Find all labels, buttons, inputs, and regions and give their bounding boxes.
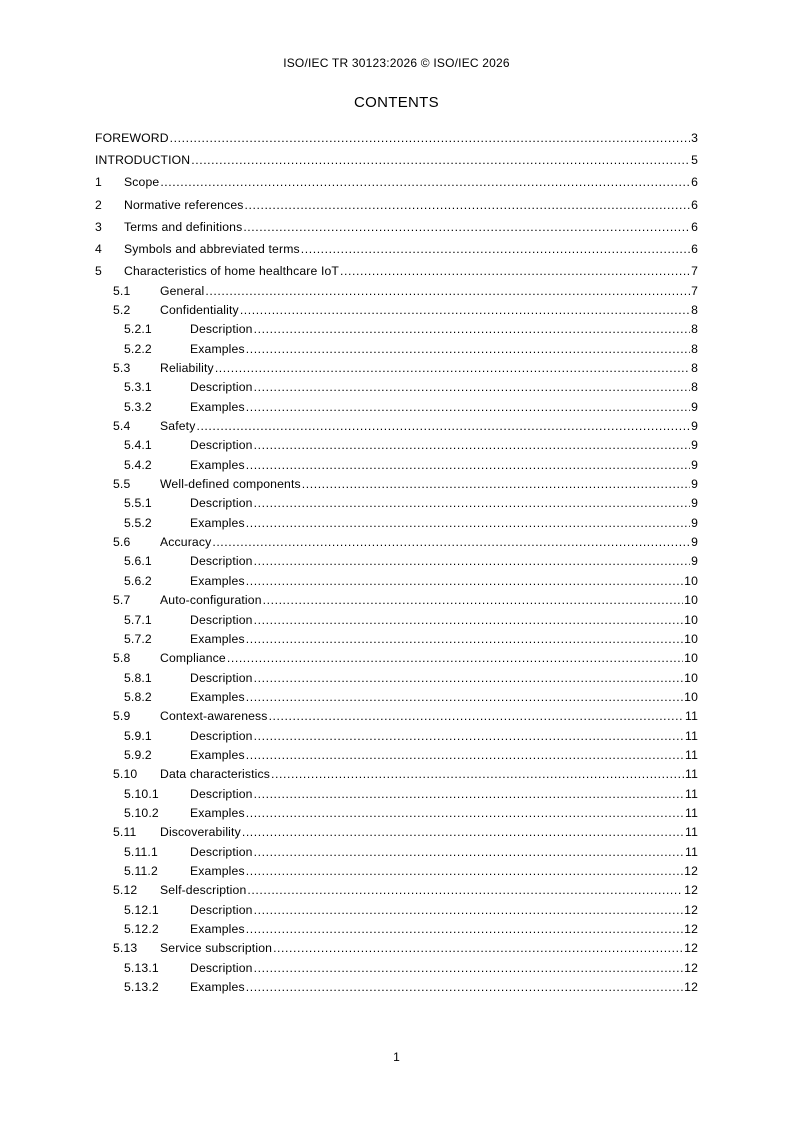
toc-entry-title: General	[160, 283, 205, 298]
toc-entry-title: Examples	[190, 864, 245, 879]
toc-entry-page: 5	[691, 153, 698, 168]
toc-entry[interactable]	[95, 298, 698, 317]
toc-dot-leader	[254, 554, 690, 568]
toc-entry-number: 5.10	[113, 767, 138, 782]
toc-entry-number: 1	[95, 175, 102, 190]
toc-entry-number: 4	[95, 242, 102, 256]
toc-entry[interactable]	[95, 237, 698, 256]
toc-dot-leader	[245, 198, 691, 212]
toc-entry-number: 5.8.1	[124, 670, 152, 685]
toc-entry[interactable]	[95, 148, 698, 167]
toc-dot-leader	[240, 303, 690, 317]
toc-entry-number: 5.4.1	[124, 438, 152, 453]
toc-entry[interactable]	[95, 762, 698, 781]
toc-entry-title: INTRODUCTION	[95, 153, 191, 168]
toc-dot-leader	[246, 806, 684, 820]
toc-entry-number: 5.7	[113, 593, 131, 608]
toc-dot-leader	[271, 767, 684, 781]
toc-entry-title: Description	[190, 844, 253, 859]
toc-entry-title: Description	[190, 554, 253, 569]
toc-dot-leader	[170, 131, 690, 145]
toc-entry-title: Description	[190, 322, 253, 337]
toc-entry[interactable]	[95, 627, 698, 646]
toc-entry-page: 10	[684, 631, 698, 646]
toc-entry[interactable]	[95, 126, 698, 145]
toc-dot-leader	[254, 729, 684, 743]
toc-dot-leader	[227, 651, 683, 665]
toc-dot-leader	[254, 961, 684, 975]
toc-entry-page: 11	[685, 767, 698, 782]
toc-entry-title: Compliance	[160, 651, 226, 666]
toc-entry-number: 5.13.1	[124, 960, 159, 975]
toc-entry[interactable]	[95, 724, 698, 743]
toc-entry-page: 9	[691, 477, 698, 492]
toc-entry[interactable]	[95, 414, 698, 433]
toc-entry-number: 5.8.2	[124, 689, 152, 704]
toc-entry[interactable]	[95, 878, 698, 897]
toc-entry-number: 5.6.2	[124, 573, 152, 588]
toc-entry-number: 5.11	[113, 825, 137, 840]
toc-dot-leader	[254, 438, 690, 452]
toc-entry-title: Auto-configuration	[160, 593, 262, 608]
toc-dot-leader	[160, 175, 690, 189]
toc-dot-leader	[246, 516, 690, 530]
toc-dot-leader	[254, 613, 684, 627]
toc-entry-title: Description	[190, 960, 253, 975]
toc-dot-leader	[254, 380, 690, 394]
toc-entry-title: Service subscription	[160, 941, 273, 956]
toc-entry[interactable]	[95, 569, 698, 588]
toc-dot-leader	[246, 864, 683, 878]
toc-entry[interactable]	[95, 646, 698, 665]
toc-dot-leader	[254, 322, 690, 336]
toc-entry-number: 5.7.1	[124, 612, 152, 627]
toc-entry-number: 5.2.2	[124, 341, 152, 356]
toc-entry-number: 5.10.2	[124, 806, 159, 820]
toc-entry-number: 5.9.1	[124, 728, 152, 743]
toc-entry[interactable]	[95, 356, 698, 375]
toc-entry[interactable]	[95, 588, 698, 607]
toc-entry-page: 10	[684, 593, 698, 608]
toc-entry-page: 11	[685, 709, 698, 724]
toc-dot-leader	[273, 941, 683, 955]
document-header: ISO/IEC TR 30123:2026 © ISO/IEC 2026	[283, 56, 510, 70]
toc-entry[interactable]	[95, 337, 698, 356]
toc-entry[interactable]	[95, 704, 698, 723]
toc-dot-leader	[246, 458, 690, 472]
toc-entry-page: 9	[691, 515, 698, 530]
toc-entry-title: Normative references	[124, 197, 244, 212]
toc-entry[interactable]	[95, 491, 698, 510]
toc-entry[interactable]	[95, 395, 698, 414]
toc-entry[interactable]	[95, 898, 698, 917]
toc-entry[interactable]	[95, 259, 698, 278]
toc-entry-number: 5.2.1	[124, 322, 152, 337]
toc-entry-title: Description	[190, 670, 253, 685]
toc-entry[interactable]	[95, 917, 698, 936]
toc-entry[interactable]	[95, 840, 698, 859]
toc-entry-page: 9	[691, 457, 698, 472]
toc-entry[interactable]	[95, 375, 698, 394]
toc-dot-leader	[242, 825, 684, 839]
toc-entry-number: 2	[95, 197, 102, 212]
toc-entry-title: Data characteristics	[160, 767, 271, 782]
toc-entry[interactable]	[95, 279, 698, 298]
toc-entry-number: 5.12.1	[124, 902, 159, 917]
toc-dot-leader	[246, 922, 683, 936]
toc-entry-title: Well-defined components	[160, 477, 301, 492]
toc-entry-title: Examples	[190, 806, 245, 820]
toc-entry-title: Examples	[190, 689, 245, 704]
toc-dot-leader	[254, 845, 684, 859]
toc-entry-number: 5.11.2	[124, 864, 158, 879]
toc-entry-number: 5.12.2	[124, 922, 159, 937]
toc-entry-page: 6	[691, 219, 698, 234]
toc-entry-page: 6	[691, 175, 698, 190]
toc-entry[interactable]	[95, 820, 698, 839]
toc-entry-page: 9	[691, 496, 698, 511]
toc-entry[interactable]	[95, 317, 698, 336]
toc-entry-title: Examples	[190, 573, 245, 588]
toc-entry-title: Examples	[190, 747, 245, 762]
toc-entry-number: 5.6	[113, 535, 131, 550]
toc-entry[interactable]	[95, 859, 698, 878]
toc-entry-title: Accuracy	[160, 535, 212, 550]
toc-entry-number: 5	[95, 264, 102, 279]
toc-entry-page: 10	[684, 612, 698, 627]
toc-dot-leader	[215, 361, 690, 375]
toc-entry-title: Examples	[190, 631, 245, 646]
toc-entry-number: 5.3.2	[124, 399, 152, 414]
toc-entry-title: Examples	[190, 399, 245, 414]
toc-entry-page: 9	[691, 399, 698, 414]
toc-dot-leader	[263, 593, 684, 607]
toc-dot-leader	[302, 477, 690, 491]
toc-entry-number: 5.9.2	[124, 747, 152, 762]
toc-dot-leader	[254, 903, 684, 917]
toc-entry-number: 5.5.2	[124, 515, 152, 530]
toc-entry-page: 10	[684, 689, 698, 704]
toc-entry-page: 11	[685, 728, 698, 743]
toc-dot-leader	[243, 220, 690, 234]
toc-entry-number: 5.3	[113, 360, 131, 375]
toc-entry-page: 11	[685, 747, 698, 762]
toc-entry[interactable]	[95, 666, 698, 685]
toc-entry-number: 5.4	[113, 419, 131, 433]
toc-dot-leader	[191, 153, 690, 167]
toc-entry[interactable]	[95, 936, 698, 955]
toc-entry[interactable]	[95, 193, 698, 212]
toc-entry-page: 9	[691, 554, 698, 569]
toc-entry-title: Confidentiality	[160, 302, 239, 317]
toc-dot-leader	[246, 574, 683, 588]
toc-entry-page: 8	[691, 322, 698, 337]
toc-entry-number: 5.3.1	[124, 380, 152, 395]
toc-entry-number: 5.5	[113, 477, 131, 492]
toc-entry-number: 5.13.2	[124, 980, 159, 995]
toc-dot-leader	[254, 496, 690, 510]
toc-entry[interactable]	[95, 511, 698, 530]
toc-entry-number: 5.9	[113, 709, 131, 724]
toc-entry-title: FOREWORD	[95, 131, 169, 145]
toc-dot-leader	[254, 671, 684, 685]
toc-entry[interactable]	[95, 530, 698, 549]
toc-entry-number: 5.8	[113, 651, 131, 666]
toc-entry-title: Description	[190, 786, 253, 801]
toc-dot-leader	[246, 748, 684, 762]
toc-entry-page: 6	[691, 242, 698, 256]
toc-dot-leader	[269, 709, 684, 723]
toc-dot-leader	[301, 242, 690, 256]
toc-entry[interactable]	[95, 472, 698, 491]
toc-entry-page: 9	[691, 438, 698, 453]
toc-entry-number: 5.11.1	[124, 844, 158, 859]
toc-entry-page: 12	[684, 883, 698, 898]
toc-entry-title: Examples	[190, 980, 245, 995]
toc-dot-leader	[205, 284, 690, 298]
toc-dot-leader	[212, 535, 690, 549]
toc-entry-page: 12	[684, 980, 698, 995]
toc-entry-page: 11	[685, 825, 698, 840]
toc-entry-page: 11	[685, 844, 698, 859]
toc-entry-title: Terms and definitions	[124, 219, 243, 234]
toc-entry[interactable]	[95, 549, 698, 568]
toc-entry-page: 8	[691, 360, 698, 375]
toc-entry-title: Reliability	[160, 360, 214, 375]
toc-entry[interactable]	[95, 433, 698, 452]
toc-entry-page: 9	[691, 419, 698, 433]
toc-entry[interactable]	[95, 975, 698, 994]
toc-entry-title: Description	[190, 438, 253, 453]
toc-entry-page: 12	[684, 941, 698, 956]
toc-entry-title: Discoverability	[160, 825, 241, 840]
toc-entry-page: 12	[684, 960, 698, 975]
toc-entry[interactable]	[95, 685, 698, 704]
toc-entry-title: Examples	[190, 922, 245, 937]
toc-entry-page: 12	[684, 902, 698, 917]
toc-entry-title: Description	[190, 380, 253, 395]
toc-dot-leader	[246, 632, 683, 646]
toc-entry-title: Examples	[190, 515, 245, 530]
toc-entry-page: 11	[685, 786, 698, 801]
toc-entry-number: 5.6.1	[124, 554, 152, 569]
toc-dot-leader	[246, 400, 690, 414]
toc-entry-title: Context-awareness	[160, 709, 268, 724]
toc-entry-number: 5.1	[113, 283, 131, 298]
toc-dot-leader	[246, 980, 683, 994]
toc-entry[interactable]	[95, 453, 698, 472]
toc-dot-leader	[246, 690, 683, 704]
toc-entry[interactable]	[95, 170, 698, 189]
toc-dot-leader	[340, 264, 690, 278]
toc-dot-leader	[254, 787, 684, 801]
toc-entry[interactable]	[95, 215, 698, 234]
toc-entry-title: Examples	[190, 457, 245, 472]
toc-entry-page: 8	[691, 380, 698, 395]
toc-entry-page: 8	[691, 302, 698, 317]
toc-entry-title: Description	[190, 496, 253, 511]
toc-dot-leader	[246, 342, 690, 356]
toc-entry-page: 7	[691, 264, 698, 279]
toc-entry-title: Symbols and abbreviated terms	[124, 242, 300, 256]
toc-entry-page: 12	[684, 864, 698, 879]
toc-entry-title: Scope	[124, 175, 160, 190]
page-number: 1	[393, 1050, 400, 1064]
toc-entry-title: Examples	[190, 341, 245, 356]
toc-entry-title: Characteristics of home healthcare IoT	[124, 264, 340, 279]
toc-entry-number: 5.12	[113, 883, 138, 898]
toc-entry[interactable]	[95, 608, 698, 627]
toc-entry-number: 5.5.1	[124, 496, 152, 511]
toc-dot-leader	[247, 883, 683, 897]
toc-entry-number: 5.10.1	[124, 786, 159, 801]
toc-dot-leader	[196, 419, 690, 433]
toc-entry-title: Description	[190, 728, 253, 743]
toc-entry[interactable]	[95, 743, 698, 762]
toc-entry-page: 9	[691, 535, 698, 550]
toc-entry-title: Self-description	[160, 883, 247, 898]
toc-entry-page: 7	[691, 283, 698, 298]
toc-entry-page: 8	[691, 341, 698, 356]
toc-entry-page: 6	[691, 197, 698, 212]
toc-entry-number: 5.13	[113, 941, 138, 956]
toc-entry-title: Description	[190, 902, 253, 917]
toc-entry-number: 5.7.2	[124, 631, 152, 646]
toc-entry-number: 5.2	[113, 302, 131, 317]
page-title: CONTENTS	[354, 94, 439, 111]
toc-entry-number: 3	[95, 219, 102, 234]
toc-entry[interactable]	[95, 782, 698, 801]
toc-entry[interactable]	[95, 956, 698, 975]
toc-entry-page: 10	[684, 573, 698, 588]
toc-entry[interactable]	[95, 801, 698, 820]
toc-entry-number: 5.4.2	[124, 457, 152, 472]
toc-entry-page: 3	[691, 131, 698, 145]
toc-entry-page: 10	[684, 651, 698, 666]
toc-entry-title: Description	[190, 612, 253, 627]
toc-entry-page: 11	[685, 806, 698, 820]
toc-entry-page: 10	[684, 670, 698, 685]
toc-entry-title: Safety	[160, 419, 196, 433]
toc-entry-page: 12	[684, 922, 698, 937]
